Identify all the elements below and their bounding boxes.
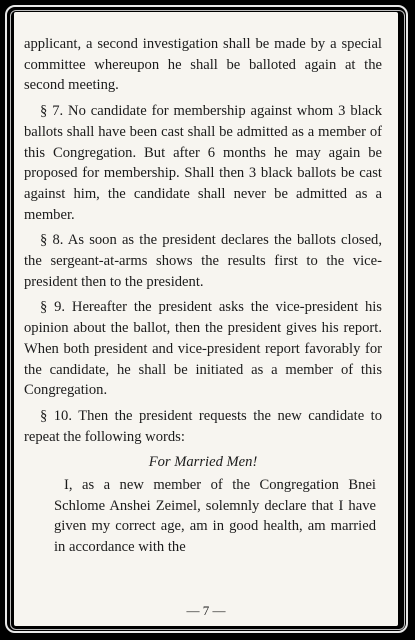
paragraph-section-10: § 10. Then the president requests the new candidate to repeat the following words:: [24, 407, 382, 445]
paragraph-section-9: § 9. Hereafter the president asks the vice-president his opinion about the ballot, then the president gives his report. When both president and vice-president report favorably for the candidate, he shall be initiated as a member of this Congregation.: [24, 299, 382, 399]
document-page: [14, 12, 398, 626]
paragraph-section-7: § 7. No candidate for membership against whom 3 black ballots shall have been cast shall be admitted as a member of this Congregation. But after 6 months he may again be proposed for membership. Shall then 3 black ballots be cast against him, the candidate shall never be admitted as a member.: [24, 103, 382, 223]
paragraph-section-8: § 8. As soon as the president declares the ballots closed, the sergeant-at-arms shows the results first to the vice-president then to the president.: [24, 232, 382, 290]
oath-block: [24, 475, 382, 558]
oath-text: I, as a new member of the Congregation Bnei Schlome Anshei Zeimel, solemnly declare that I have given my correct age, am in good health, am married in accordance with the: [54, 477, 376, 556]
page-number: — 7 —: [186, 603, 226, 618]
paragraph-continuation: applicant, a second investigation shall be made by a special committee whereupon he shall be balloted again at the second meeting.: [24, 36, 382, 94]
page-body: [24, 34, 382, 558]
oath-heading: For Married Men!: [148, 454, 258, 471]
